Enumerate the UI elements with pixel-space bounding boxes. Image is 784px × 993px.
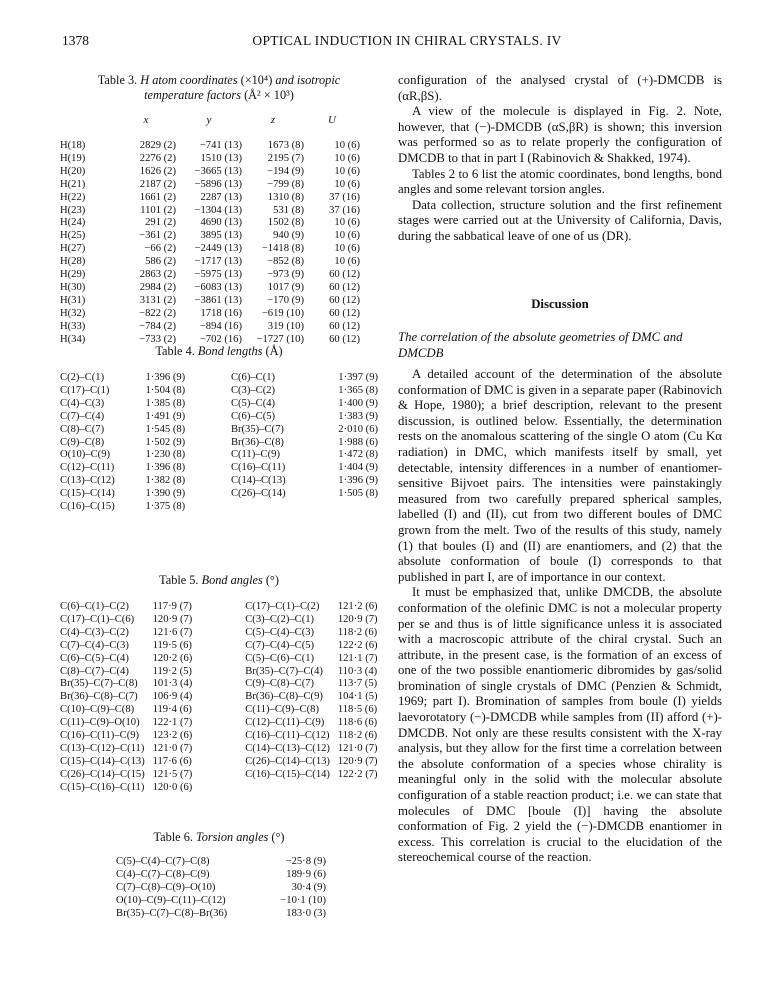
table-cell: C(11)–C(9)–C(8)	[245, 704, 319, 716]
table-cell: H(24)	[60, 217, 86, 229]
table-cell: −10·1 (10)	[280, 894, 326, 906]
table-cell: 1·396 (8)	[145, 462, 186, 474]
table-cell: 119·2 (5)	[152, 665, 192, 677]
table-cell: C(13)–C(12)–C(11)	[60, 742, 145, 754]
table-cell: 120·9 (7)	[337, 613, 378, 625]
table-cell: −1418 (8)	[261, 243, 304, 255]
table5-row	[60, 769, 378, 782]
table6-row	[116, 882, 378, 895]
table5-row	[60, 678, 378, 691]
table-cell: 2·010 (6)	[338, 423, 379, 435]
table-cell: C(16)–C(11)–C(12)	[245, 730, 330, 742]
table-cell: 119·4 (6)	[152, 704, 192, 716]
table-cell: 30·4 (9)	[291, 881, 326, 893]
table3-row	[60, 321, 378, 334]
table-cell: H(22)	[60, 191, 86, 203]
table-cell: 1661 (2)	[139, 191, 176, 203]
table3-caption: Table 3. H atom coordinates (×10⁴) and isotropic temperature factors (Å² × 10³)	[97, 73, 341, 102]
table4-row	[60, 385, 378, 398]
table-cell: 1310 (8)	[267, 191, 304, 203]
table-cell: 531 (8)	[273, 204, 304, 216]
table-cell: C(14)–C(13)–C(12)	[245, 742, 330, 754]
table5-row	[60, 782, 378, 795]
table-cell: 2984 (2)	[139, 281, 176, 293]
table-cell: 1·504 (8)	[145, 384, 186, 396]
table-cell	[231, 501, 316, 514]
table-cell: C(11)–C(9)–O(10)	[60, 717, 140, 729]
table3-row	[60, 230, 378, 243]
table-cell: −852 (8)	[267, 256, 304, 268]
table-cell: C(3)–C(2)–C(1)	[245, 613, 315, 625]
table-cell: −702 (16)	[199, 333, 242, 345]
table-cell: H(33)	[60, 320, 86, 332]
table-cell: 104·1 (5)	[337, 691, 378, 703]
table3-body	[60, 140, 378, 347]
table-cell: C(9)–C(8)–C(7)	[245, 678, 315, 690]
table-cell: −6083 (13)	[194, 281, 242, 293]
table-cell: −1727 (10)	[256, 333, 304, 345]
table-cell: Br(35)–C(7)	[230, 423, 284, 435]
table-cell: 1·491 (9)	[145, 410, 186, 422]
table-cell: C(16)–C(15)	[60, 501, 115, 513]
table-cell: 2287 (13)	[200, 191, 242, 203]
table-cell: H(27)	[60, 243, 86, 255]
table4-row	[60, 372, 378, 385]
table-cell: −822 (2)	[139, 307, 176, 319]
table-cell: 1626 (2)	[139, 165, 176, 177]
table-cell: 123·2 (6)	[152, 730, 193, 742]
table-cell: 110·3 (4)	[337, 665, 378, 677]
table-cell: 1·230 (8)	[145, 449, 186, 461]
table4-row	[60, 411, 378, 424]
running-title: OPTICAL INDUCTION IN CHIRAL CRYSTALS. IV	[252, 33, 562, 48]
table-cell: −5896 (13)	[194, 178, 242, 190]
table4-row	[60, 475, 378, 488]
table3-row	[60, 308, 378, 321]
table-cell: H(31)	[60, 294, 86, 306]
table-cell: 121·0 (7)	[337, 742, 378, 754]
table-cell: −1717 (13)	[194, 256, 242, 268]
table-cell: C(4)–C(3)	[60, 397, 105, 409]
table-cell: −170 (9)	[267, 294, 304, 306]
table-cell: 37 (16)	[329, 191, 360, 203]
table3-hydrogen-coordinates	[60, 114, 378, 347]
table-cell: 10 (6)	[334, 165, 360, 177]
table3-row	[60, 256, 378, 269]
table-cell: 60 (12)	[329, 333, 360, 345]
table6-row	[116, 895, 378, 908]
table-cell: H(30)	[60, 281, 86, 293]
table-cell: 10 (6)	[334, 140, 360, 151]
table-cell: 940 (9)	[273, 230, 304, 242]
table-cell: C(6)–C(1)–C(2)	[60, 601, 129, 612]
table-cell	[338, 782, 378, 795]
paragraph: configuration of the analysed crystal of (+)-DMCDB is (αR,βS).	[398, 73, 722, 103]
table-cell: −1304 (13)	[194, 204, 242, 216]
table-cell: 1017 (9)	[267, 281, 304, 293]
table-cell: 10 (6)	[334, 152, 360, 164]
table-cell: 120·0 (6)	[152, 781, 193, 793]
table-cell: 189·9 (6)	[286, 868, 326, 880]
table3-row	[60, 153, 378, 166]
table-cell: 1·397 (9)	[338, 372, 379, 383]
table3-row	[60, 192, 378, 205]
table-cell: C(5)–C(4)–C(7)–C(8)	[116, 856, 210, 867]
table-cell: C(2)–C(1)	[60, 372, 105, 383]
table-cell: −25·8 (9)	[285, 856, 326, 867]
table6-caption: Table 6. Torsion angles (°)	[153, 830, 285, 844]
table-cell: 119·5 (6)	[152, 639, 192, 651]
table-cell: 2829 (2)	[139, 140, 176, 151]
table-cell: C(17)–C(1)–C(2)	[245, 601, 320, 612]
table5-bond-angles	[60, 601, 378, 795]
table4-row	[60, 449, 378, 462]
table-cell: C(26)–C(14)	[230, 488, 286, 500]
table-cell: 1·385 (8)	[145, 397, 186, 409]
table-cell: C(16)–C(11)–C(9)	[60, 730, 140, 742]
table-cell: H(28)	[60, 256, 86, 268]
table-cell: 118·6 (6)	[337, 717, 378, 729]
table-cell: 2195 (7)	[267, 152, 304, 164]
table-cell: 37 (16)	[329, 204, 360, 216]
table-cell: C(7)–C(8)–C(9)–O(10)	[116, 881, 216, 893]
table-cell: Br(36)–C(8)–C(7)	[60, 691, 138, 703]
table3-row	[60, 243, 378, 256]
paragraph: A view of the molecule is displayed in Fig. 2. Note, however, that (−)-DMCDB (αS,βR) is shown; this inversion was performed so as to relate properly the configuration of DMCDB to that in part I (Rabinovich & Shakked, 1974).	[398, 104, 722, 165]
table-cell: H(25)	[60, 230, 86, 242]
table-cell: 117·6 (6)	[152, 755, 192, 767]
table-cell: 60 (12)	[329, 307, 360, 319]
table-cell: C(15)–C(14)–C(13)	[60, 755, 145, 767]
table5-row	[60, 614, 378, 627]
table-cell: 1·545 (8)	[145, 423, 186, 435]
paragraph: It must be emphasized that, unlike DMCDB, the absolute conformation of the olefinic DMC is not a molecular property per se and thus is of little significance unless it is associated with a macroscopic attribute of the chiral crystal. Such an attribute, in the present case, is the formation of an excess of one of the two possible enantiomeric dibromides by gas/solid bromination of single crystals of DMC (Penzien & Schmidt, 1969; part I). Bromination of samples from boule (I) yields laevorotatory (−)-DMCDB while samples from (II) afford (+)-DMCDB. Not only are these results consistent with the X-ray analysis, but they allow for the first time a correlation between the absolute conformation of a species whose chirality is meaningful only in the solid with the molecular absolute configuration of a stable reaction product; i.e. we can state that molecules of DMC [boule (I)] having the absolute conformation of Fig. 2 yield the (−)-DMCDB enantiomer in excess. This correlation is crucial to the elucidation of the stereochemical course of the reaction.	[398, 585, 722, 865]
table-cell: 10 (6)	[334, 230, 360, 242]
table-cell: 1·505 (8)	[338, 488, 379, 500]
table6-torsion-angles	[116, 856, 378, 921]
table3-row	[60, 179, 378, 192]
table6-row	[116, 908, 378, 921]
table-cell: −733 (2)	[139, 333, 176, 345]
table-cell: C(5)–C(4)–C(3)	[245, 626, 315, 638]
table-cell: 1·383 (9)	[338, 410, 379, 422]
table5-row	[60, 756, 378, 769]
table-cell: C(10)–C(9)–C(8)	[60, 704, 135, 716]
page-number: 1378	[62, 33, 89, 48]
table-cell: C(6)–C(5)–C(4)	[60, 652, 129, 664]
table-cell	[245, 782, 338, 795]
table-cell: 3131 (2)	[139, 294, 176, 306]
table-cell: H(19)	[60, 152, 86, 164]
table6-row	[116, 856, 378, 869]
table3-row	[60, 282, 378, 295]
paragraph: A detailed account of the determination of the absolute conformation of DMC is given in a separate paper (Rabinovich & Hope, 1980); a brief description, relevant to the present discussion, is outlined below. Essentially, the determination rests on the anomalous scattering of the single O atom (Cu Kα radiation) in DMC, which manifests itself by small, yet detectable, intensity differences in a number of enantiomer-sensitive Bijvoet pairs. The intensities were painstakingly measured from two carefully prepared spherical samples, labelled (I) and (II), cut from two different boules of DMC grown from the melt. Two of the results of this study, namely (1) that boules (I) and (II) are enantiomers, and (2) that the absolute conformation of boule (I) corresponds to that published in part I, are of importance in our context.	[398, 367, 722, 584]
table-cell: 60 (12)	[329, 320, 360, 332]
table-cell: C(16)–C(11)	[230, 462, 286, 474]
section-heading: Discussion	[531, 297, 589, 311]
table-cell: C(12)–C(11)	[60, 462, 115, 474]
table-cell: 118·2 (6)	[337, 626, 378, 638]
table-cell: 1·375 (8)	[145, 501, 186, 513]
table-cell: C(4)–C(7)–C(8)–C(9)	[116, 868, 210, 880]
table-cell: C(4)–C(3)–C(2)	[60, 626, 129, 638]
table-cell: C(7)–C(4)–C(3)	[60, 639, 129, 651]
table-cell: 2276 (2)	[139, 152, 176, 164]
table-cell: 120·2 (6)	[152, 652, 193, 664]
table-cell: 1·396 (9)	[145, 372, 186, 383]
table-cell: −3665 (13)	[194, 165, 242, 177]
table3-header: x y z U	[143, 114, 336, 126]
table-cell: 101·3 (4)	[152, 678, 193, 690]
table-cell: 1·404 (9)	[338, 462, 379, 474]
table4-row	[60, 501, 378, 514]
table-cell: C(14)–C(13)	[230, 475, 286, 487]
table5-row	[60, 653, 378, 666]
table-cell: 113·7 (5)	[337, 678, 378, 690]
table-cell: 60 (12)	[329, 294, 360, 306]
table-cell: C(9)–C(8)	[60, 436, 105, 448]
table-cell: 60 (12)	[329, 269, 360, 281]
table-cell: H(34)	[60, 333, 86, 345]
table-cell: −799 (8)	[267, 178, 304, 190]
table-cell: C(3)–C(2)	[230, 384, 276, 396]
table-cell: 2187 (2)	[139, 178, 176, 190]
table-cell: 1·400 (9)	[338, 397, 379, 409]
table-cell: −361 (2)	[139, 230, 176, 242]
table3-row	[60, 140, 378, 153]
table-cell: 10 (6)	[334, 243, 360, 255]
table-cell: −66 (2)	[144, 243, 176, 255]
paragraph: Data collection, structure solution and the first refinement stages were carried out at the University of California, Davis, during the sabbatical leave of one of us (DR).	[398, 197, 722, 243]
table3-row	[60, 269, 378, 282]
table-cell: 118·2 (6)	[337, 730, 378, 742]
table-cell: 183·0 (3)	[286, 907, 326, 919]
table5-row	[60, 743, 378, 756]
table-cell: Br(35)–C(7)–C(8)–Br(36)	[116, 907, 228, 919]
table-cell: −973 (9)	[267, 269, 304, 281]
table-cell: C(7)–C(4)–C(5)	[245, 639, 315, 651]
table-cell: C(16)–C(15)–C(14)	[245, 768, 330, 780]
page-header	[62, 33, 752, 53]
table-cell: 122·1 (7)	[152, 717, 193, 729]
table-cell: 10 (6)	[334, 178, 360, 190]
table3-row	[60, 205, 378, 218]
body-text-discussion	[398, 367, 722, 866]
table3-row	[60, 217, 378, 230]
table-cell: C(13)–C(12)	[60, 475, 115, 487]
table3-row	[60, 295, 378, 308]
table-cell: H(32)	[60, 307, 86, 319]
table-cell: C(5)–C(4)	[230, 397, 276, 409]
table4-caption: Table 4. Bond lengths (Å)	[155, 344, 283, 358]
table-cell: 2863 (2)	[139, 269, 176, 281]
table-cell: 106·9 (4)	[152, 691, 193, 703]
table-cell: −194 (9)	[267, 165, 304, 177]
table-cell: 1510 (13)	[200, 152, 242, 164]
table-cell: Br(36)–C(8)	[230, 436, 284, 448]
table-cell: C(26)–C(14)–C(15)	[60, 768, 145, 780]
table-cell: 121·1 (7)	[337, 652, 378, 664]
table-cell: 1·472 (8)	[338, 449, 379, 461]
table6-row	[116, 869, 378, 882]
table-cell: H(29)	[60, 269, 86, 281]
table5-row	[60, 601, 378, 614]
table5-row	[60, 730, 378, 743]
table-cell: 3895 (13)	[200, 230, 242, 242]
table-cell: 1·988 (6)	[338, 436, 379, 448]
table-cell: C(12)–C(11)–C(9)	[245, 717, 325, 729]
table-cell: 1673 (8)	[267, 140, 304, 151]
table-cell: C(26)–C(14)–C(13)	[245, 755, 330, 767]
table-cell: 10 (6)	[334, 217, 360, 229]
table-cell: −3861 (13)	[194, 294, 242, 306]
table-cell: C(17)–C(1)	[60, 384, 110, 396]
table4-bond-lengths	[60, 372, 378, 514]
table5-row	[60, 717, 378, 730]
table4-row	[60, 488, 378, 501]
table-cell: −741 (13)	[199, 140, 242, 151]
table5-row	[60, 704, 378, 717]
table-cell: O(10)–C(9)–C(11)–C(12)	[116, 894, 226, 906]
table5-row	[60, 666, 378, 679]
table-cell: C(6)–C(5)	[230, 410, 276, 422]
table4-row	[60, 398, 378, 411]
subsection-heading: The correlation of the absolute geometries of DMC and DMCDB	[398, 330, 683, 360]
table-cell: C(6)–C(1)	[230, 372, 276, 383]
table-cell: 118·5 (6)	[337, 704, 378, 716]
table-cell: 1101 (2)	[140, 204, 176, 216]
table-cell: C(15)–C(14)	[60, 488, 115, 500]
table-cell: 319 (10)	[267, 320, 304, 332]
table-cell: C(15)–C(16)–C(11)	[60, 781, 145, 793]
table-cell: 120·9 (7)	[337, 755, 378, 767]
table-cell: 1·382 (8)	[145, 475, 186, 487]
table-cell: 291 (2)	[145, 217, 176, 229]
table-cell: Br(35)–C(7)–C(8)	[60, 678, 138, 690]
table-cell: 1·390 (9)	[145, 488, 186, 500]
table4-row	[60, 437, 378, 450]
table4-row	[60, 462, 378, 475]
table-cell: 60 (12)	[329, 281, 360, 293]
table-cell: 117·9 (7)	[152, 601, 192, 612]
table-cell: C(7)–C(4)	[60, 410, 105, 422]
table-cell: 122·2 (6)	[337, 639, 378, 651]
table-cell: −784 (2)	[139, 320, 176, 332]
table-cell: −619 (10)	[261, 307, 304, 319]
table-cell: C(8)–C(7)–C(4)	[60, 665, 129, 677]
table-cell: 121·2 (6)	[337, 601, 378, 612]
table-cell: 1·502 (9)	[145, 436, 186, 448]
table-cell: −894 (16)	[199, 320, 242, 332]
table-cell: H(18)	[60, 140, 86, 151]
table-cell: C(5)–C(6)–C(1)	[245, 652, 315, 664]
table-cell: 4690 (13)	[200, 217, 242, 229]
table-cell	[316, 501, 378, 514]
table-cell: 121·0 (7)	[152, 742, 193, 754]
table-cell: H(23)	[60, 204, 86, 216]
table4-row	[60, 424, 378, 437]
table-cell: 121·5 (7)	[152, 768, 193, 780]
table5-row	[60, 691, 378, 704]
table-cell: 120·9 (7)	[152, 613, 193, 625]
table-cell: 1718 (16)	[200, 307, 242, 319]
table5-row	[60, 627, 378, 640]
table-cell: H(20)	[60, 165, 86, 177]
table5-row	[60, 640, 378, 653]
table-cell: C(17)–C(1)–C(6)	[60, 613, 135, 625]
table-cell: Br(35)–C(7)–C(4)	[245, 665, 323, 677]
table-cell: C(8)–C(7)	[60, 423, 105, 435]
table-cell: 122·2 (7)	[337, 768, 378, 780]
table-cell: 1·396 (9)	[338, 475, 379, 487]
table-cell: C(11)–C(9)	[230, 449, 280, 461]
table-cell: 121·6 (7)	[152, 626, 193, 638]
table3-row	[60, 166, 378, 179]
table-cell: 1·365 (8)	[338, 384, 379, 396]
paragraph: Tables 2 to 6 list the atomic coordinates, bond lengths, bond angles and some relevant torsion angles.	[398, 166, 722, 197]
table-cell: O(10)–C(9)	[60, 449, 111, 461]
table5-caption: Table 5. Bond angles (°)	[159, 573, 279, 587]
table-cell: 586 (2)	[145, 256, 176, 268]
table-cell: Br(36)–C(8)–C(9)	[245, 691, 323, 703]
table-cell: 10 (6)	[334, 256, 360, 268]
table-cell: H(21)	[60, 178, 86, 190]
table-cell: 1502 (8)	[267, 217, 304, 229]
table-cell: −2449 (13)	[194, 243, 242, 255]
body-text-top	[398, 73, 722, 245]
table-cell: −5975 (13)	[194, 269, 242, 281]
